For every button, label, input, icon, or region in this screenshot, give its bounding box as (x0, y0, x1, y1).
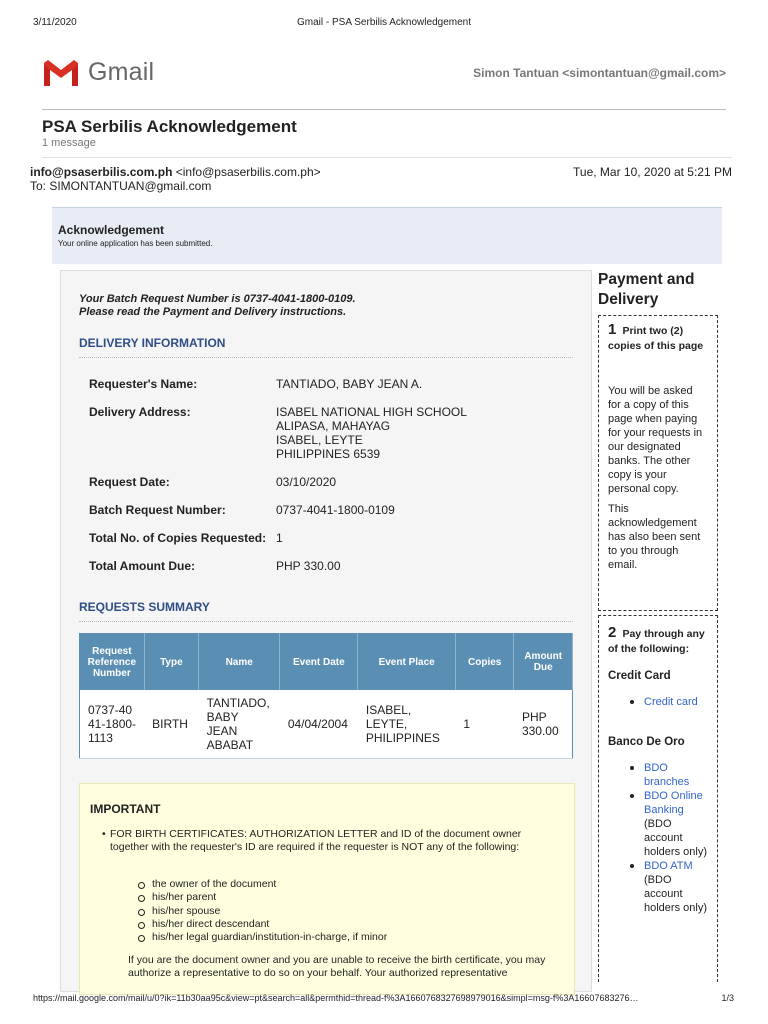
heading-line: Delivery (598, 291, 659, 308)
list-item (630, 789, 708, 859)
list-note: (BDO account holders only) (644, 818, 707, 858)
list-item (630, 859, 708, 915)
list-item: his/her spouse (138, 905, 387, 918)
address-line: PHILIPPINES 6539 (276, 447, 381, 461)
sent-timestamp: Tue, Mar 10, 2020 at 5:21 PM (573, 165, 732, 179)
bdo-list (630, 761, 708, 915)
column-header: Copies (455, 634, 514, 691)
print-footer-url: https://mail.google.com/mail/u/0?ik=11b30aa95c&view=pt&search=all&permthid=thread-f%3A1660768327698979016&simpl=msg-f%3A16607683276… (33, 993, 639, 1003)
batch-line-1: Your Batch Request Number is 0737-4041-1800-0109. (79, 293, 356, 305)
cell-name: TANTIADO, BABY JEAN ABABAT (199, 690, 280, 759)
step-paragraph: This acknowledgement has also been sent to you through email. (608, 503, 701, 571)
delivery-label: Batch Request Number: (89, 503, 226, 517)
ack-subtitle: Your online application has been submitted. (58, 239, 213, 248)
delivery-heading: DELIVERY INFORMATION (79, 336, 226, 350)
column-header: Type (144, 634, 198, 691)
delivery-label: Request Date: (89, 475, 170, 489)
heading-line: Payment and (598, 271, 695, 288)
delivery-label: Delivery Address: (89, 405, 191, 419)
bdo-atm-link[interactable]: BDO ATM (644, 860, 693, 872)
column-header: Event Place (358, 634, 456, 691)
delivery-label: Total Amount Due: (89, 559, 195, 573)
page-number: 1/3 (721, 993, 734, 1003)
step-title: Pay through any of the following: (608, 628, 705, 655)
sender-email[interactable]: info@psaserbilis.com.ph (30, 165, 173, 179)
bdo-heading: Banco De Oro (608, 736, 685, 748)
table-row (80, 690, 573, 759)
cell-event-date: 04/04/2004 (280, 690, 358, 759)
important-paragraph: If you are the document owner and you are unable to receive the birth certificate, you may authorize a representative to do so on your behalf. Your authorized representative (128, 954, 546, 979)
acknowledgement-banner (52, 207, 722, 264)
step-2-box (598, 615, 718, 982)
column-header: Event Date (280, 634, 358, 691)
credit-card-list (630, 695, 708, 709)
delivery-value: TANTIADO, BABY JEAN A. (276, 377, 423, 391)
credit-card-link[interactable]: Credit card (644, 696, 698, 708)
cell-type: BIRTH (144, 690, 198, 759)
column-header: Request Reference Number (80, 634, 145, 691)
payment-delivery-heading (598, 270, 694, 310)
sender-address: <info@psaserbilis.com.ph> (172, 165, 321, 179)
delivery-value: 03/10/2020 (276, 475, 337, 489)
list-item (630, 761, 708, 789)
important-item (102, 828, 550, 854)
step-paragraph: You will be asked for a copy of this page when paying for your requests in our designated banks. The other copy is your personal copy. (608, 385, 703, 495)
thread-divider (42, 157, 732, 158)
address-line: ALIPASA, MAHAYAG (276, 419, 391, 433)
gmail-m-icon (42, 59, 80, 87)
requests-summary-table (79, 633, 573, 759)
account-label: Simon Tantuan <simontantuan@gmail.com> (473, 66, 726, 80)
ack-title: Acknowledgement (58, 223, 165, 237)
sender-line (30, 165, 321, 179)
batch-notice (79, 293, 356, 319)
list-item (630, 695, 708, 709)
delivery-divider (79, 357, 573, 358)
batch-line-2: Please read the Payment and Delivery instructions. (79, 306, 347, 318)
gmail-wordmark: Gmail (88, 58, 155, 86)
table-header-row (80, 634, 573, 691)
gmail-logo (42, 58, 154, 87)
delivery-value: PHP 330.00 (276, 559, 341, 573)
list-item: his/her parent (138, 891, 387, 904)
cell-event-place: ISABEL, LEYTE, PHILIPPINES (358, 690, 456, 759)
bullet-icon: • (102, 828, 106, 840)
recipient-line: To: SIMONTANTUAN@gmail.com (30, 179, 212, 193)
delivery-value: 0737-4041-1800-0109 (276, 503, 395, 517)
column-header: Amount Due (514, 634, 573, 691)
print-date: 3/11/2020 (33, 17, 77, 28)
credit-card-heading: Credit Card (608, 670, 671, 682)
list-note: (BDO account holders only) (644, 874, 707, 914)
delivery-value: 1 (276, 531, 283, 545)
address-line: ISABEL NATIONAL HIGH SCHOOL (276, 405, 467, 419)
delivery-value (276, 405, 576, 461)
cell-amount: PHP 330.00 (514, 690, 573, 759)
list-item: his/her direct descendant (138, 918, 387, 931)
list-item: the owner of the document (138, 878, 387, 891)
exempt-list (138, 878, 387, 944)
thread-subject: PSA Serbilis Acknowledgement (42, 117, 297, 136)
column-header: Name (199, 634, 280, 691)
bdo-online-banking-link[interactable]: BDO Online Banking (644, 790, 703, 816)
step-title: Print two (2) copies of this page (608, 325, 704, 352)
bdo-branches-link[interactable]: BDO branches (644, 762, 690, 788)
header-divider (42, 109, 726, 110)
step-number: 2 (608, 624, 617, 641)
important-title: IMPORTANT (90, 802, 161, 816)
message-count: 1 message (42, 137, 96, 149)
step-1-box (598, 315, 718, 611)
address-line: ISABEL, LEYTE (276, 433, 363, 447)
acknowledgement-card (60, 270, 592, 992)
cell-reference: 0737-4041-1800-1113 (80, 690, 145, 759)
delivery-label: Total No. of Copies Requested: (89, 531, 267, 545)
list-item: his/her legal guardian/institution-in-charge, if minor (138, 931, 387, 944)
important-item-text: FOR BIRTH CERTIFICATES: AUTHORIZATION LETTER and ID of the document owner together with the requester's ID are required if the requester is NOT any of the following: (110, 828, 522, 853)
important-notice (79, 783, 575, 995)
delivery-label: Requester's Name: (89, 377, 198, 391)
summary-divider (79, 621, 573, 622)
step-number: 1 (608, 321, 617, 338)
summary-heading: REQUESTS SUMMARY (79, 600, 210, 614)
print-title: Gmail - PSA Serbilis Acknowledgement (297, 17, 471, 28)
cell-copies: 1 (455, 690, 514, 759)
